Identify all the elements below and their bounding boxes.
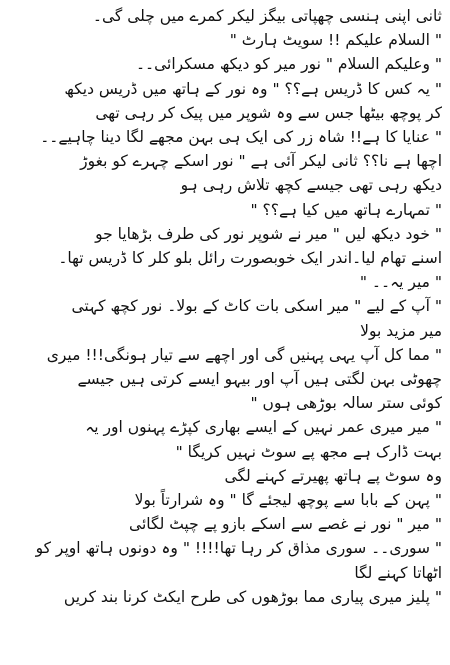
text-line: " السلام علیکم !! سویٹ ہارٹ " [229,31,442,50]
story-text [6,4,442,609]
text-line: دیکھ رہی تھی جیسے کچھ تلاش رہی ہو [180,176,442,195]
text-line: کر پوچھ بیٹھا جس سے وہ شوپر میں پیک کر رہی تھی [95,103,442,122]
text-line: " پہن کے بابا سے پوچھ لیجئے گا " وہ شرارتاً بولا [134,491,442,510]
text-line: " وعلیکم السلام " نور میر کو دیکھ مسکرائی۔۔ [135,55,442,74]
text-line: کوئی ستر سالہ بوڑھی ہوں " [250,394,442,413]
text-line: " عنایا کا ہے!! شاہ زر کی ایک ہی بہن مجھے لگا دینا چاہیے۔۔ [40,128,442,147]
text-line: " خود دیکھ لیں " میر نے شوپر نور کی طرف بڑھایا جو [95,224,442,243]
text-line: میر مزید بولا [360,321,442,340]
text-line: وہ سوٹ پے ہاتھ پھیرتے کہنے لگی [224,466,442,485]
text-line: اچھا ہے نا؟؟ ثانی لیکر آئی ہے " نور اسکے چہرے کو بغوڑ [80,152,442,171]
text-line: اسنے تھام لیا۔اندر ایک خوبصورت رائل بلو کلر کا ڈریس تھا۔ [58,249,442,268]
text-line: " یہ کس کا ڈریس ہے؟؟ " وہ نور کے ہاتھ میں ڈریس دیکھ [64,79,442,98]
text-line: ثانی اپنی ہنسی چھپاتی بیگز لیکر کمرے میں چلی گی۔ [92,7,442,25]
text-line: " آپ کے لیے " میر اسکی بات کاٹ کے بولا۔ نور کچھ کہتی [71,297,442,316]
text-line: " میر میری عمر نہیں کے ایسے بھاری کپڑے پہنوں اور یہ [85,418,442,437]
text-line: " پلیز میری پیاری مما بوڑھوں کی طرح ایکٹ کرنا بند کریں [63,587,442,606]
text-line: " میر یہ۔۔ " [359,273,442,292]
text-line: " میر " نور نے غصے سے اسکے بازو پے چپٹ لگائی [129,515,442,534]
text-line: اٹھاتا کہنے لگا [354,563,442,582]
text-line: چھوٹی بہن لگتی ہیں آپ اور بیہو ایسے کرتی ہیں جیسے [77,370,442,389]
text-line: بہت ڈارک ہے مجھ پے سوٹ نہیں کریگا " [175,442,442,461]
text-line: " مما کل آپ یہی پہنیں گی اور اچھے سے تیار ہونگی!!! میری [46,345,442,364]
text-line: " سوری۔۔ سوری مذاق کر رہا تھا!!!! " وہ دونوں ہاتھ اوپر کو [35,539,442,558]
text-line: " تمہارے ہاتھ میں کیا ہے؟؟ " [250,200,442,219]
